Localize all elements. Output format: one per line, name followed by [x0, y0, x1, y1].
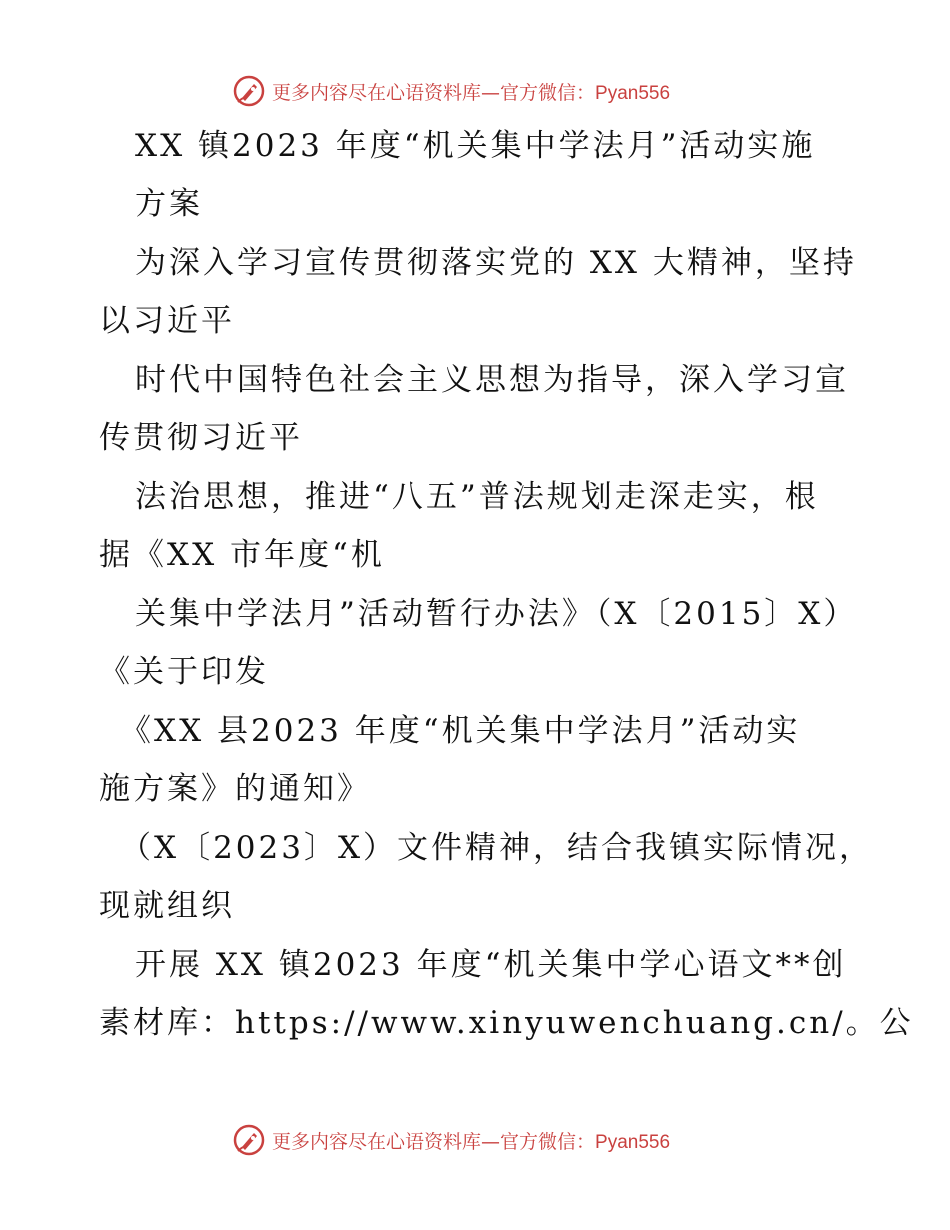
banner-wechat-label: 官方微信：	[500, 1130, 596, 1153]
document-line: 素材库：https://www.xinyuwenchuang.cn/。公	[99, 1005, 914, 1041]
banner-wechat-id: Pyan556	[595, 1131, 671, 1153]
document-line: 开展 XX 镇2023 年度“机关集中学心语文**创	[135, 947, 847, 983]
document-line: 时代中国特色社会主义思想为指导，深入学习宣	[135, 362, 849, 398]
banner-separator: —	[481, 81, 501, 104]
banner-text	[272, 1127, 670, 1154]
banner-separator: —	[481, 1130, 501, 1153]
document-line: 以习近平	[99, 303, 235, 339]
top-watermark-banner	[232, 71, 752, 111]
document-line: 法治思想，推进“八五”普法规划走深走实，根	[135, 479, 819, 515]
document-line: 《关于印发	[99, 654, 269, 690]
document-line: XX 镇2023 年度“机关集中学法月”活动实施	[135, 128, 816, 164]
document-line: 关集中学法月”活动暂行办法》（X〔2015〕X）	[135, 596, 858, 632]
banner-wechat-id: Pyan556	[595, 82, 671, 104]
document-line: 方案	[135, 186, 203, 222]
banner-wechat-label: 官方微信：	[500, 81, 596, 104]
document-line: 传贯彻习近平	[99, 420, 303, 456]
document-line: 为深入学习宣传贯彻落实党的 XX 大精神，坚持	[135, 245, 857, 281]
document-line: （X〔2023〕X）文件精神，结合我镇实际情况，	[120, 830, 874, 866]
bottom-watermark-banner	[232, 1120, 752, 1160]
banner-site-name: 更多内容尽在心语资料库	[272, 1130, 482, 1153]
banner-site-name: 更多内容尽在心语资料库	[272, 81, 482, 104]
pen-nib-logo-icon	[232, 74, 266, 108]
banner-text	[272, 78, 670, 105]
document-line: 《XX 县2023 年度“机关集中学法月”活动实	[120, 713, 801, 749]
pen-nib-logo-icon	[232, 1123, 266, 1157]
document-line: 现就组织	[99, 888, 235, 924]
document-line: 据《XX 市年度“机	[99, 537, 385, 573]
document-line: 施方案》的通知》	[99, 771, 371, 807]
